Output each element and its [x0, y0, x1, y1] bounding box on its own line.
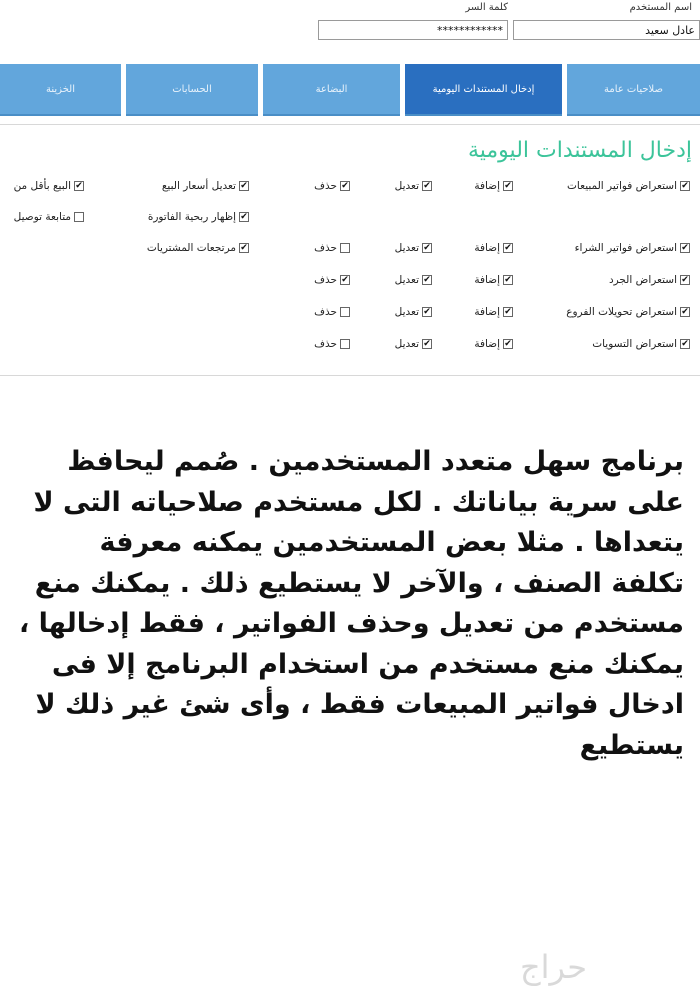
- checkbox-box[interactable]: [340, 307, 350, 317]
- checkbox-box[interactable]: ✔: [681, 274, 689, 285]
- tab-accounts[interactable]: [126, 64, 258, 116]
- section-title: إدخال المستندات اليومية: [467, 138, 692, 163]
- checkbox-label: تعديل: [394, 274, 419, 286]
- checkbox-delete-purchase-invoices[interactable]: [314, 242, 350, 254]
- tab-label: الخزينة: [46, 83, 75, 95]
- checkbox-delivery-tracking[interactable]: [14, 211, 84, 223]
- checkbox-label: مرتجعات المشتريات: [146, 242, 236, 254]
- checkbox-add-inventory[interactable]: [474, 274, 513, 286]
- tab-label: إدخال المستندات اليومية: [432, 83, 535, 95]
- checkbox-label: إضافة: [474, 180, 500, 192]
- tab-daily-documents[interactable]: [405, 64, 562, 116]
- checkbox-box[interactable]: ✔: [681, 338, 689, 349]
- checkbox-label: حذف: [314, 274, 337, 286]
- checkbox-box[interactable]: [340, 243, 350, 253]
- username-label: اسم المستخدم: [629, 2, 692, 13]
- checkbox-edit-settlements[interactable]: [395, 338, 432, 350]
- password-field[interactable]: [318, 20, 508, 40]
- checkbox-add-purchase-invoices[interactable]: [474, 242, 513, 254]
- checkbox-delete-branch-transfers[interactable]: [314, 306, 350, 318]
- checkbox-add-settlements[interactable]: [474, 338, 513, 350]
- checkbox-label: حذف: [314, 306, 337, 318]
- checkbox-edit-branch-transfers[interactable]: [395, 306, 432, 318]
- checkbox-add-branch-transfers[interactable]: [474, 306, 513, 318]
- checkbox-label: متابعة توصيل: [13, 211, 71, 223]
- checkbox-label: حذف: [314, 338, 337, 350]
- checkbox-label: تعديل: [394, 338, 419, 350]
- checkbox-box[interactable]: ✔: [240, 180, 248, 191]
- checkbox-label: إضافة: [474, 242, 500, 254]
- tab-goods[interactable]: [263, 64, 400, 116]
- checkbox-box[interactable]: ✔: [423, 274, 431, 285]
- checkbox-box[interactable]: ✔: [75, 180, 83, 191]
- checkbox-label: استعراض الجرد: [608, 274, 677, 286]
- checkbox-box[interactable]: ✔: [504, 180, 512, 191]
- checkbox-box[interactable]: ✔: [504, 242, 512, 253]
- checkbox-box[interactable]: [340, 339, 350, 349]
- checkbox-edit-sale-prices[interactable]: [162, 180, 249, 192]
- tab-label: صلاحيات عامة: [603, 83, 664, 95]
- checkbox-view-sales-invoices[interactable]: [567, 180, 690, 192]
- checkbox-label: استعراض فواتير المبيعات: [567, 180, 677, 192]
- checkbox-box[interactable]: ✔: [504, 274, 512, 285]
- checkbox-delete-sales-invoices[interactable]: [314, 180, 350, 192]
- checkbox-delete-inventory[interactable]: [314, 274, 350, 286]
- checkbox-label: استعراض التسويات: [592, 338, 677, 350]
- checkbox-box[interactable]: [74, 212, 84, 222]
- tab-general-permissions[interactable]: [567, 64, 700, 116]
- checkbox-view-purchase-invoices[interactable]: [575, 242, 690, 254]
- checkbox-label: إظهار ربحية الفاتورة: [147, 211, 236, 223]
- checkbox-box[interactable]: ✔: [681, 242, 689, 253]
- checkbox-box[interactable]: ✔: [341, 274, 349, 285]
- checkbox-edit-purchase-invoices[interactable]: [395, 242, 432, 254]
- checkbox-view-inventory[interactable]: [609, 274, 690, 286]
- checkbox-view-branch-transfers[interactable]: [566, 306, 690, 318]
- tab-treasury[interactable]: [0, 64, 121, 116]
- checkbox-box[interactable]: ✔: [341, 180, 349, 191]
- checkbox-show-invoice-profit[interactable]: [148, 211, 249, 223]
- checkbox-label: تعديل: [394, 306, 419, 318]
- checkbox-purchase-returns[interactable]: [147, 242, 249, 254]
- checkbox-box[interactable]: ✔: [681, 180, 689, 191]
- checkbox-sell-below[interactable]: [14, 180, 84, 192]
- checkbox-label: استعراض تحويلات الفروع: [566, 306, 677, 318]
- username-field[interactable]: [513, 20, 700, 40]
- checkbox-edit-inventory[interactable]: [395, 274, 432, 286]
- checkbox-edit-sales-invoices[interactable]: [395, 180, 432, 192]
- checkbox-box[interactable]: ✔: [423, 338, 431, 349]
- checkbox-box[interactable]: ✔: [423, 180, 431, 191]
- checkbox-label: تعديل: [394, 242, 419, 254]
- checkbox-label: حذف: [314, 180, 337, 192]
- description-text: برنامج سهل متعدد المستخدمين . صُمم ليحافظ على سرية بياناتك . لكل مستخدم صلاحياته التى لا يتعداها . مثلا بعض المستخدمين يمكنه معرفة تكلفة الصنف ، والآخر لا يستطيع ذلك . يمكنك منع مستخدم من تعديل وحذف الفواتير ، فقط إدخالها ، يمكنك منع مستخدم من استخدام البرنامج إلا فى ادخال فواتير المبيعات فقط ، وأى شئ غير ذلك لا يستطيع: [19, 446, 684, 761]
- checkbox-box[interactable]: ✔: [240, 242, 248, 253]
- password-label: كلمة السر: [465, 2, 508, 13]
- checkbox-box[interactable]: ✔: [240, 211, 248, 222]
- checkbox-label: تعديل أسعار البيع: [161, 180, 236, 192]
- checkbox-box[interactable]: ✔: [423, 242, 431, 253]
- checkbox-label: إضافة: [474, 306, 500, 318]
- checkbox-label: استعراض فواتير الشراء: [574, 242, 677, 254]
- checkbox-label: البيع بأقل من: [13, 180, 71, 192]
- checkbox-add-sales-invoices[interactable]: [474, 180, 513, 192]
- checkbox-box[interactable]: ✔: [504, 306, 512, 317]
- tab-label: البضاعة: [315, 83, 348, 95]
- checkbox-label: تعديل: [394, 180, 419, 192]
- checkbox-label: إضافة: [474, 338, 500, 350]
- checkbox-box[interactable]: ✔: [681, 306, 689, 317]
- watermark: حراج: [520, 948, 587, 986]
- checkbox-box[interactable]: ✔: [423, 306, 431, 317]
- checkbox-box[interactable]: ✔: [504, 338, 512, 349]
- checkbox-delete-settlements[interactable]: [314, 338, 350, 350]
- checkbox-view-settlements[interactable]: [592, 338, 690, 350]
- tab-label: الحسابات: [172, 83, 212, 95]
- checkbox-label: إضافة: [474, 274, 500, 286]
- checkbox-label: حذف: [314, 242, 337, 254]
